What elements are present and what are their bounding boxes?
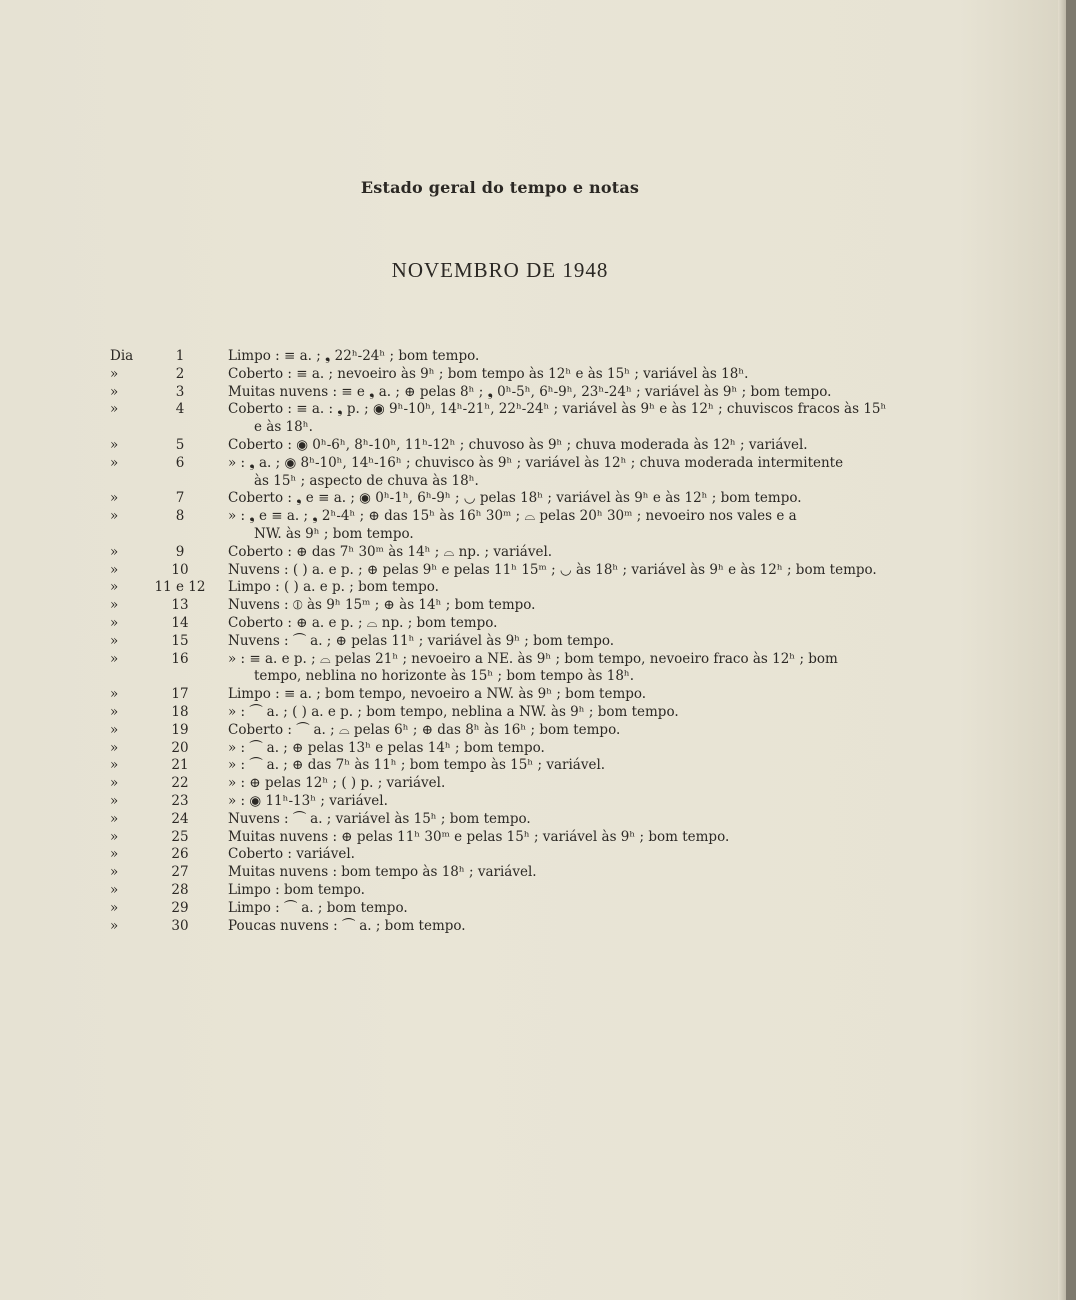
day-number: 22: [171, 775, 189, 792]
dia-label: »: [110, 721, 119, 738]
day-number: 27: [171, 864, 189, 881]
day-number: 17: [171, 686, 189, 703]
weather-note: [228, 597, 893, 615]
dia-label: »: [110, 454, 119, 471]
day-number: 16: [171, 650, 189, 667]
table-row: [0, 544, 1000, 562]
weather-note: [228, 846, 893, 864]
dia-label: Dia: [110, 348, 134, 364]
weather-note-text: Limpo : ≡ a. ; bom tempo, nevoeiro a NW. às 9ʰ ; bom tempo.: [228, 686, 647, 703]
table-row: [0, 846, 1000, 864]
table-row: [0, 900, 1000, 918]
day-number: 2: [175, 365, 185, 382]
weather-note-continuation: e às 18ʰ.: [254, 419, 313, 436]
day-number: 26: [171, 846, 189, 863]
day-number: 15: [171, 632, 189, 649]
day-number: 24: [171, 810, 189, 827]
dia-label: »: [110, 739, 119, 756]
day-number: 23: [171, 792, 189, 809]
weather-note: [228, 864, 893, 882]
weather-note-text: Coberto : ⊕ a. e p. ; ⌓ np. ; bom tempo.: [228, 614, 498, 631]
weather-note: [228, 508, 893, 544]
dia-label: »: [110, 490, 119, 507]
weather-note: [228, 455, 893, 491]
weather-note: [228, 401, 893, 437]
weather-note: [228, 722, 893, 740]
dia-label: »: [110, 436, 119, 453]
table-row: [0, 864, 1000, 882]
table-row: [0, 775, 1000, 793]
table-row: [0, 722, 1000, 740]
weather-note-text: Nuvens : ⦶ às 9ʰ 15ᵐ ; ⊕ às 14ʰ ; bom tempo.: [228, 597, 536, 614]
dia-label: »: [110, 383, 119, 400]
weather-note: [228, 579, 893, 597]
weather-note: [228, 811, 893, 829]
dia-label: »: [110, 792, 119, 809]
table-row: [0, 651, 1000, 687]
day-number: 5: [175, 436, 185, 453]
day-number: 20: [171, 739, 189, 756]
day-number: 9: [175, 543, 185, 560]
weather-note-text: Coberto : ⊕ das 7ʰ 30ᵐ às 14ʰ ; ⌓ np. ; variável.: [228, 543, 553, 560]
dia-label: »: [110, 561, 119, 578]
dia-label: »: [110, 365, 119, 382]
table-row: [0, 740, 1000, 758]
day-number: 4: [175, 401, 185, 418]
weather-note-text: Limpo : ⏜ a. ; bom tempo.: [228, 899, 408, 916]
table-row: [0, 508, 1000, 544]
weather-note: [228, 757, 893, 775]
weather-note-text: Coberto : ❟ e ≡ a. ; ◉ 0ʰ-1ʰ, 6ʰ-9ʰ ; ◡ pelas 18ʰ ; variável às 9ʰ e às 12ʰ ; bom tempo.: [228, 490, 802, 507]
weather-note-text: Coberto : ≡ a. ; nevoeiro às 9ʰ ; bom tempo às 12ʰ e às 15ʰ ; variável às 18ʰ.: [228, 365, 749, 382]
table-row: [0, 366, 1000, 384]
weather-note: [228, 775, 893, 793]
dia-label: »: [110, 401, 119, 418]
weather-note-text: » : ⏜ a. ; ( ) a. e p. ; bom tempo, neblina a NW. às 9ʰ ; bom tempo.: [228, 703, 679, 720]
table-row: [0, 562, 1000, 580]
dia-label: »: [110, 703, 119, 720]
weather-note-text: » : ◉ 11ʰ-13ʰ ; variável.: [228, 792, 388, 809]
table-row: [0, 579, 1000, 597]
weather-note: [228, 651, 893, 687]
dia-label: »: [110, 828, 119, 845]
dia-label: »: [110, 899, 119, 916]
dia-label: »: [110, 543, 119, 560]
table-row: [0, 811, 1000, 829]
day-number: 13: [171, 597, 189, 614]
dia-label: »: [110, 864, 119, 881]
weather-note-text: » : ⏜ a. ; ⊕ das 7ʰ às 11ʰ ; bom tempo às 15ʰ ; variável.: [228, 757, 606, 774]
weather-note: [228, 544, 893, 562]
weather-note-text: Muitas nuvens : ≡ e ❟ a. ; ⊕ pelas 8ʰ ; ❟ 0ʰ-5ʰ, 6ʰ-9ʰ, 23ʰ-24ʰ ; variável às 9ʰ ; bom tempo.: [228, 383, 832, 400]
weather-note-text: Poucas nuvens : ⏜ a. ; bom tempo.: [228, 917, 466, 934]
dia-label: »: [110, 846, 119, 863]
table-row: [0, 793, 1000, 811]
day-number: 10: [171, 561, 189, 578]
weather-note-text: Coberto : ≡ a. : ❟ p. ; ◉ 9ʰ-10ʰ, 14ʰ-21ʰ, 22ʰ-24ʰ ; variável às 9ʰ e às 12ʰ ; chuviscos fracos às 15ʰ: [228, 401, 887, 418]
dia-label: »: [110, 632, 119, 649]
dia-label: »: [110, 917, 119, 934]
day-number: 25: [171, 828, 189, 845]
table-row: [0, 882, 1000, 900]
table-row: [0, 455, 1000, 491]
weather-note-text: Nuvens : ⏜ a. ; variável às 15ʰ ; bom tempo.: [228, 810, 531, 827]
dia-label: »: [110, 810, 119, 827]
weather-note-text: » : ≡ a. e p. ; ⌓ pelas 21ʰ ; nevoeiro a NE. às 9ʰ ; bom tempo, nevoeiro fraco às 12ʰ ; bom: [228, 650, 838, 667]
table-row: [0, 490, 1000, 508]
page-fold: [1058, 0, 1066, 1300]
dia-label: »: [110, 881, 119, 898]
weather-note-text: » : ⏜ a. ; ⊕ pelas 13ʰ e pelas 14ʰ ; bom tempo.: [228, 739, 545, 756]
day-number: 29: [171, 899, 189, 916]
weather-note: [228, 793, 893, 811]
day-number: 8: [175, 508, 185, 525]
day-number: 6: [175, 454, 185, 471]
weather-note: [228, 829, 893, 847]
weather-note-continuation: tempo, neblina no horizonte às 15ʰ ; bom tempo às 18ʰ.: [254, 668, 635, 685]
day-number: 11 e 12: [154, 579, 206, 596]
weather-note-text: Limpo : bom tempo.: [228, 881, 365, 898]
weather-note: [228, 900, 893, 918]
weather-note-text: Limpo : ( ) a. e p. ; bom tempo.: [228, 579, 439, 596]
table-row: [0, 384, 1000, 402]
table-row: [0, 633, 1000, 651]
table-row: [0, 686, 1000, 704]
weather-note: [228, 740, 893, 758]
dia-label: »: [110, 757, 119, 774]
dia-label: »: [110, 579, 119, 596]
table-row: [0, 829, 1000, 847]
table-row: [0, 597, 1000, 615]
day-number: 28: [171, 881, 189, 898]
day-number: 30: [171, 917, 189, 934]
weather-note: [228, 348, 893, 366]
weather-note: [228, 704, 893, 722]
dia-label: »: [110, 614, 119, 631]
weather-note: [228, 366, 893, 384]
weather-note: [228, 633, 893, 651]
weather-note-text: Nuvens : ( ) a. e p. ; ⊕ pelas 9ʰ e pelas 11ʰ 15ᵐ ; ◡ às 18ʰ ; variável às 9ʰ e às 12ʰ ; bom tempo.: [228, 561, 877, 578]
day-number: 21: [171, 757, 189, 774]
day-number: 7: [175, 490, 185, 507]
weather-note-text: Coberto : ◉ 0ʰ-6ʰ, 8ʰ-10ʰ, 11ʰ-12ʰ ; chuvoso às 9ʰ ; chuva moderada às 12ʰ ; variável.: [228, 436, 808, 453]
table-row: [0, 757, 1000, 775]
weather-note-text: Coberto : variável.: [228, 846, 355, 863]
weather-note-text: Nuvens : ⏜ a. ; ⊕ pelas 11ʰ ; variável às 9ʰ ; bom tempo.: [228, 632, 615, 649]
dia-label: »: [110, 597, 119, 614]
dia-label: »: [110, 508, 119, 525]
weather-note-text: Coberto : ⏜ a. ; ⌓ pelas 6ʰ ; ⊕ das 8ʰ às 16ʰ ; bom tempo.: [228, 721, 621, 738]
weather-note: [228, 686, 893, 704]
table-row: [0, 401, 1000, 437]
weather-note-text: » : ⊕ pelas 12ʰ ; ( ) p. ; variável.: [228, 775, 446, 792]
table-row: [0, 704, 1000, 722]
weather-note-text: Limpo : ≡ a. ; ❟ 22ʰ-24ʰ ; bom tempo.: [228, 348, 480, 364]
table-row: [0, 615, 1000, 633]
page-subtitle: NOVEMBRO DE 1948: [391, 258, 609, 282]
weather-entries: [0, 348, 1000, 935]
weather-note: [228, 437, 893, 455]
weather-note-continuation: às 15ʰ ; aspecto de chuva às 18ʰ.: [254, 472, 479, 489]
day-number: 18: [171, 703, 189, 720]
weather-note-text: Muitas nuvens : ⊕ pelas 11ʰ 30ᵐ e pelas 15ʰ ; variável às 9ʰ ; bom tempo.: [228, 828, 730, 845]
weather-note: [228, 615, 893, 633]
weather-note: [228, 918, 893, 936]
weather-note-continuation: NW. às 9ʰ ; bom tempo.: [254, 525, 414, 542]
day-number: 1: [175, 348, 185, 364]
weather-note-text: Muitas nuvens : bom tempo às 18ʰ ; variável.: [228, 864, 537, 881]
weather-note: [228, 882, 893, 900]
page-edge: [1066, 0, 1076, 1300]
dia-label: »: [110, 686, 119, 703]
weather-note-text: » : ❟ a. ; ◉ 8ʰ-10ʰ, 14ʰ-16ʰ ; chuvisco às 9ʰ ; variável às 12ʰ ; chuva moderada intermitente: [228, 454, 844, 471]
page-title: Estado geral do tempo e notas: [360, 178, 640, 197]
table-row: [0, 918, 1000, 936]
day-number: 19: [171, 721, 189, 738]
weather-note-text: » : ❟ e ≡ a. ; ❟ 2ʰ-4ʰ ; ⊕ das 15ʰ às 16ʰ 30ᵐ ; ⌓ pelas 20ʰ 30ᵐ ; nevoeiro nos vales e a: [228, 508, 797, 525]
weather-note: [228, 490, 893, 508]
table-row: [0, 437, 1000, 455]
weather-note: [228, 384, 893, 402]
dia-label: »: [110, 775, 119, 792]
day-number: 14: [171, 614, 189, 631]
dia-label: »: [110, 650, 119, 667]
day-number: 3: [175, 383, 185, 400]
weather-note: [228, 562, 893, 580]
table-row: [0, 348, 1000, 366]
